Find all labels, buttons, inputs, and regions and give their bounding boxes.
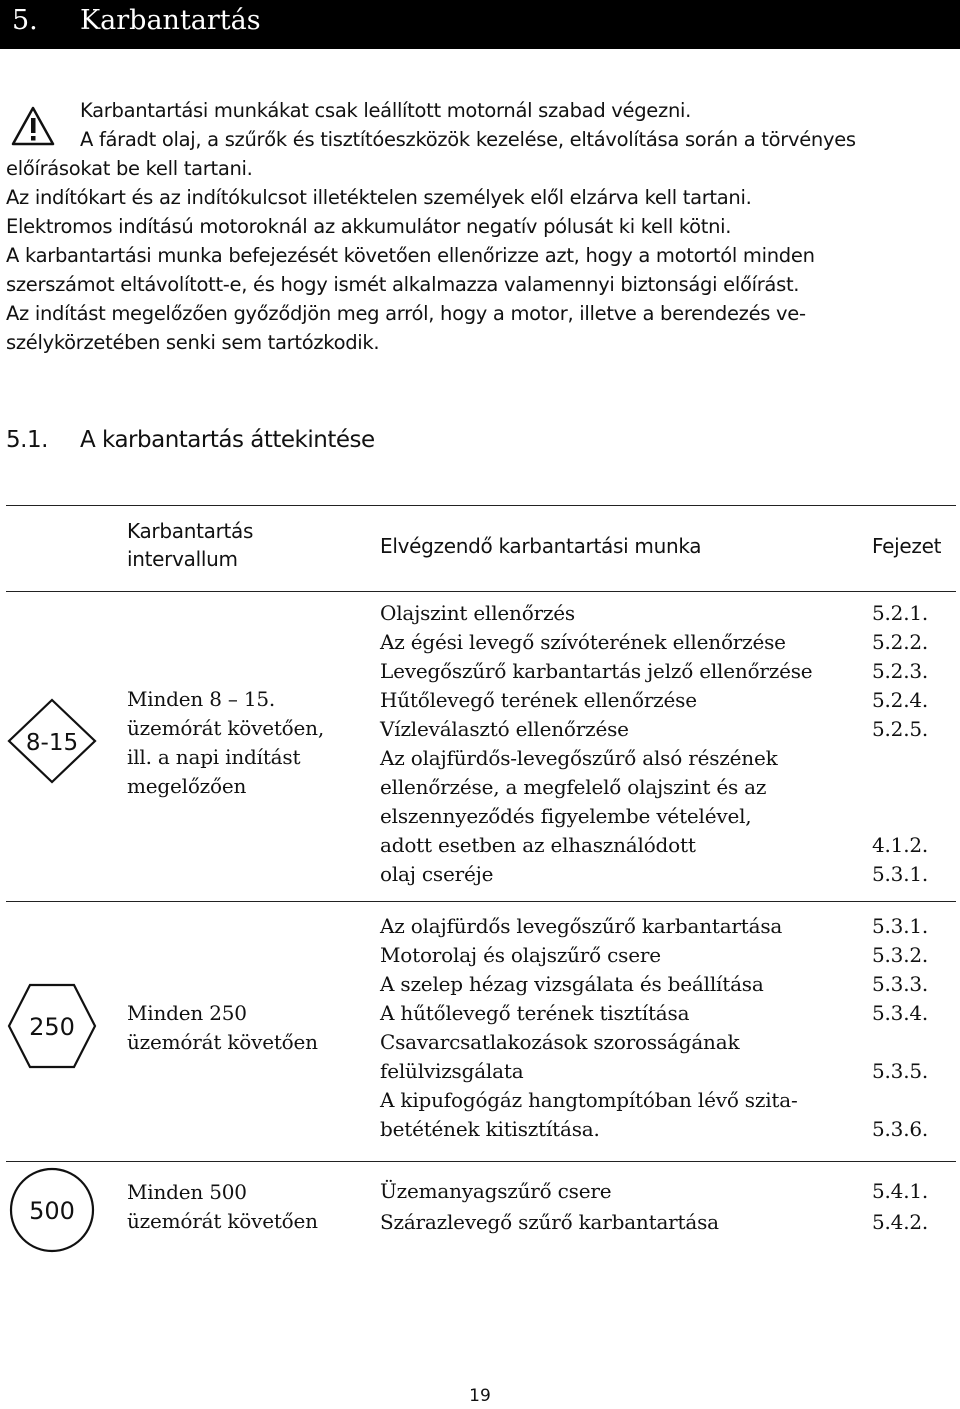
interval-line: üzemórát követően xyxy=(127,1209,318,1233)
task-text: olaj cseréje xyxy=(380,862,494,886)
task-text: felülvizsgálata xyxy=(380,1059,524,1083)
task-list xyxy=(380,912,929,1144)
interval-line: üzemórát követően xyxy=(127,1030,318,1054)
task-text: Vízleválasztó ellenőrzése xyxy=(380,717,629,741)
chapter-ref: 5.3.1. xyxy=(872,862,929,886)
task-list xyxy=(380,599,929,889)
task-row xyxy=(380,912,929,941)
task-text: Az olajfürdős levegőszűrő karbantartása xyxy=(380,914,783,938)
task-row xyxy=(380,802,812,831)
task-text: ellenőrzése, a megfelelő olajszint és az xyxy=(380,775,767,799)
task-text: Az olajfürdős-levegőszűrő alsó részének xyxy=(380,746,778,770)
interval-250-hexagon-icon xyxy=(6,982,98,1070)
safety-line: Az indítást megelőzően győződjön meg arról, hogy a motor, illetve a berendezés ve- xyxy=(6,302,806,325)
task-text: A hűtőlevegő terének tisztítása xyxy=(380,1001,690,1025)
task-text: Szárazlevegő szűrő karbantartása xyxy=(380,1210,719,1234)
task-text: betétének kitisztítása. xyxy=(380,1117,600,1141)
safety-line: szerszámot eltávolított-e, és hogy ismét alkalmazza valamennyi biztonsági előírást. xyxy=(6,273,800,296)
task-row xyxy=(380,1115,929,1144)
chapter-ref: 5.4.2. xyxy=(872,1210,929,1234)
safety-notes xyxy=(6,96,956,357)
interval-line: Minden 500 xyxy=(127,1180,247,1204)
interval-line: Minden 8 – 15. xyxy=(127,687,276,711)
interval-text xyxy=(127,685,324,801)
task-text: elszennyeződés figyelembe vételével, xyxy=(380,804,752,828)
task-text: Üzemanyagszűrő csere xyxy=(380,1179,612,1203)
chapter-ref: 5.2.4. xyxy=(872,688,929,712)
chapter-ref: 5.3.2. xyxy=(872,943,929,967)
task-text: Levegőszűrő karbantartás jelző ellenőrzése xyxy=(380,659,813,683)
task-row xyxy=(380,628,929,657)
task-text: A szelep hézag vizsgálata és beállítása xyxy=(380,972,764,996)
interval-line: Minden 250 xyxy=(127,1001,247,1025)
chapter-ref: 5.3.3. xyxy=(872,972,929,996)
chapter-ref: 5.2.5. xyxy=(872,717,929,741)
task-row xyxy=(380,970,929,999)
chapter-ref: 4.1.2. xyxy=(872,833,929,857)
page-number: 19 xyxy=(469,1386,491,1406)
task-row xyxy=(380,1086,798,1115)
task-text: A kipufogógáz hangtompítóban lévő szita- xyxy=(380,1088,798,1112)
task-row xyxy=(380,686,929,715)
task-row xyxy=(380,715,929,744)
badge-label: 8-15 xyxy=(25,730,79,756)
header-task: Elvégzendő karbantartási munka xyxy=(380,534,702,558)
chapter-title: Karbantartás xyxy=(80,5,261,36)
section-title: A karbantartás áttekintése xyxy=(80,427,375,453)
task-row xyxy=(380,773,812,802)
task-row xyxy=(380,1057,929,1086)
task-row xyxy=(380,860,929,889)
safety-line: Az indítókart és az indítókulcsot illetéktelen személyek elől elzárva kell tartani. xyxy=(6,186,752,209)
header-chapter: Fejezet xyxy=(872,534,942,558)
chapter-ref: 5.2.1. xyxy=(872,601,929,625)
safety-line: Karbantartási munkákat csak leállított motornál szabad végezni. xyxy=(80,99,692,122)
task-text: adott esetben az elhasználódott xyxy=(380,833,696,857)
task-text: Csavarcsatlakozások szorosságának xyxy=(380,1030,740,1054)
task-row xyxy=(380,1028,798,1057)
header-interval-line1: Karbantartás xyxy=(127,519,254,543)
task-text: Az égési levegő szívóterének ellenőrzése xyxy=(380,630,786,654)
interval-text xyxy=(127,999,318,1057)
header-interval xyxy=(127,517,253,573)
badge-label: 250 xyxy=(29,1013,75,1041)
task-text: Motorolaj és olajszűrő csere xyxy=(380,943,661,967)
task-row xyxy=(380,831,929,860)
badge-label: 500 xyxy=(29,1197,75,1225)
chapter-header xyxy=(0,0,960,49)
interval-8-15-diamond-icon xyxy=(6,697,98,785)
chapter-ref: 5.3.1. xyxy=(872,914,929,938)
chapter-ref: 5.2.2. xyxy=(872,630,929,654)
section-number: 5.1. xyxy=(6,427,48,453)
group-divider xyxy=(6,901,956,902)
interval-line: üzemórát követően, xyxy=(127,716,324,740)
chapter-ref: 5.2.3. xyxy=(872,659,929,683)
chapter-ref: 5.3.4. xyxy=(872,1001,929,1025)
group-divider xyxy=(6,1161,956,1162)
chapter-ref: 5.3.5. xyxy=(872,1059,929,1083)
task-row xyxy=(380,1177,929,1208)
chapter-ref: 5.4.1. xyxy=(872,1179,929,1203)
task-text: Hűtőlevegő terének ellenőrzése xyxy=(380,688,697,712)
interval-500-circle-icon xyxy=(6,1166,98,1254)
interval-line: ill. a napi indítást xyxy=(127,745,301,769)
task-text: Olajszint ellenőrzés xyxy=(380,601,575,625)
chapter-number: 5. xyxy=(12,5,38,36)
interval-text xyxy=(127,1178,318,1236)
task-row xyxy=(380,1208,929,1237)
interval-line: megelőzően xyxy=(127,774,247,798)
header-interval-line2: intervallum xyxy=(127,547,238,571)
safety-line: A fáradt olaj, a szűrők és tisztítóeszközök kezelése, eltávolítása során a törvényes xyxy=(80,128,856,151)
table-top-rule xyxy=(6,505,956,506)
task-row xyxy=(380,599,929,628)
safety-line: előírásokat be kell tartani. xyxy=(6,157,253,180)
task-row xyxy=(380,999,929,1028)
task-row xyxy=(380,657,929,686)
safety-line: A karbantartási munka befejezését követően ellenőrizze azt, hogy a motortól minden xyxy=(6,244,815,267)
chapter-ref: 5.3.6. xyxy=(872,1117,929,1141)
task-row xyxy=(380,744,812,773)
safety-line: szélykörzetében senki sem tartózkodik. xyxy=(6,331,380,354)
safety-line: Elektromos indítású motoroknál az akkumulátor negatív pólusát ki kell kötni. xyxy=(6,215,732,238)
table-header-rule xyxy=(6,591,956,592)
task-list xyxy=(380,1177,929,1237)
task-row xyxy=(380,941,929,970)
